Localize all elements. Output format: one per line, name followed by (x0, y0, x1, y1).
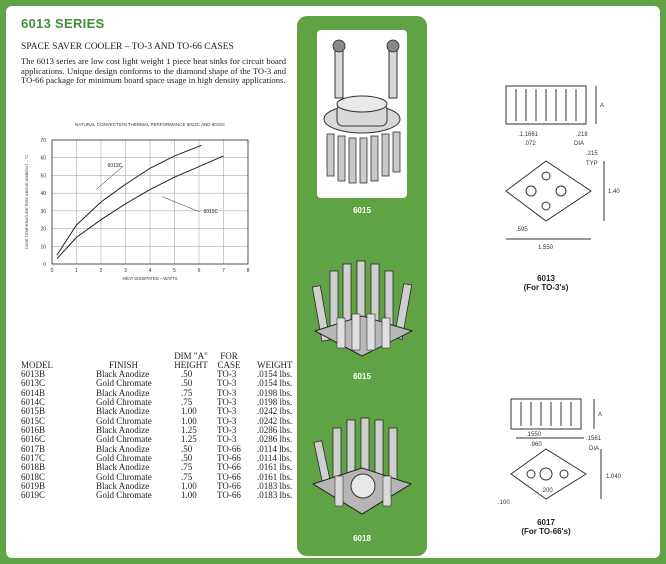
table-row (21, 398, 296, 407)
d6013-dia: DIA (574, 141, 585, 147)
cell-case: TO-3 (217, 434, 237, 445)
cell-weight: .0286 lbs. (257, 425, 293, 436)
x-tick-label: 1 (75, 268, 78, 274)
cell-model: 6018B (21, 462, 46, 473)
product-subtitle: SPACE SAVER COOLER – TO-3 AND TO-66 CASES (21, 42, 234, 52)
photo-label-2: 6015 (353, 372, 371, 381)
y-tick-label: 20 (40, 226, 46, 233)
d6013-dim2: .218 (576, 132, 588, 138)
d6017-dim7: .100 (498, 500, 510, 506)
cell-finish: Black Anodize (96, 425, 150, 436)
y-tick-label: 10 (40, 244, 46, 251)
header-model: MODEL (21, 360, 53, 370)
d6017-subtitle: (For TO-66's) (521, 527, 571, 536)
cell-model: 6019B (21, 481, 46, 492)
cell-finish: Black Anodize (96, 462, 150, 473)
product-photo-panel (297, 16, 427, 556)
cell-case: TO-3 (217, 387, 237, 398)
cell-case: TO-66 (217, 471, 241, 482)
cell-model: 6018C (21, 471, 46, 482)
table-row (21, 473, 296, 482)
x-tick-label: 6 (197, 268, 201, 274)
product-description: The 6013 series are low cost light weight 1 piece heat sinks for circuit board applications. Unique design conforms to the diamond shape of the TO-3 and TO-66 package for minimum board space usage in high density applications. (21, 56, 286, 86)
drawing-6017 (446, 394, 656, 514)
cell-model: 6013B (21, 369, 46, 379)
table-row (21, 417, 296, 426)
header-case (213, 352, 245, 370)
x-tick-label: 8 (246, 268, 250, 274)
x-tick-label: 2 (99, 268, 103, 274)
table-row (21, 482, 296, 491)
cell-weight: .0161 lbs. (257, 471, 293, 482)
table-row (21, 491, 296, 500)
heat-sink-photo-6018 (297, 406, 427, 536)
header-finish: FINISH (109, 360, 139, 370)
cell-model: 6015B (21, 406, 46, 417)
table-row (21, 370, 296, 379)
cell-model: 6015C (21, 415, 46, 426)
cell-weight: .0183 lbs. (257, 481, 293, 492)
y-tick-label: 40 (40, 191, 46, 198)
table-row (21, 463, 296, 472)
y-tick-label: 0 (43, 262, 46, 268)
d6013-dim8: 1.550 (538, 245, 554, 251)
drawing-6017-caption (496, 518, 596, 536)
cell-case: TO-3 (217, 378, 237, 389)
cell-case: TO-66 (217, 490, 241, 501)
d6017-dim3: .1561 (586, 436, 602, 442)
table-header (21, 346, 296, 370)
d6017-dim5: 1.040 (606, 474, 622, 480)
cell-dim: .50 (181, 453, 193, 464)
cell-case: TO-66 (217, 453, 241, 464)
d6013-title: 6013 (537, 274, 555, 283)
d6017-dim6: .200 (541, 488, 553, 494)
header-weight: WEIGHT (257, 360, 293, 370)
cell-dim: 1.00 (181, 481, 197, 492)
d6013-dim1: .1.1661 (518, 132, 539, 138)
y-axis-label: CASE TEMPERATURE RISE ABOVE AMBIENT – °C (24, 154, 29, 250)
cell-dim: 1.25 (181, 434, 197, 445)
header-dim-line1: DIM "A" (174, 351, 208, 361)
cell-case: TO-66 (217, 481, 241, 492)
cell-dim: 1.00 (181, 406, 197, 417)
d6013-subtitle: (For TO-3's) (523, 283, 569, 292)
cell-dim: .75 (181, 471, 193, 482)
series-leader-6013C (96, 166, 123, 190)
cell-model: 6016C (21, 434, 46, 445)
x-tick-label: 5 (173, 268, 176, 274)
header-case-line1: FOR (220, 351, 238, 361)
cell-finish: Gold Chromate (96, 490, 152, 501)
x-tick-label: 7 (222, 268, 225, 274)
series-line-6015C (57, 156, 224, 259)
d6013-dim6: 1.40 (608, 189, 620, 195)
cell-model: 6016B (21, 425, 46, 436)
x-tick-label: 3 (124, 268, 127, 274)
thermal-performance-chart (16, 118, 256, 281)
cell-dim: .75 (181, 387, 193, 398)
cell-dim: .75 (181, 462, 193, 473)
d6017-dim-a: A (598, 412, 603, 418)
cell-model: 6014B (21, 387, 46, 398)
chart-title: NATURAL CONVECTION THERMAL PERFORMANCE 6013C AND 6015C (74, 122, 226, 127)
series-line-6013C (57, 145, 202, 255)
cell-dim: .50 (181, 443, 193, 454)
header-dim (171, 352, 211, 370)
table-row (21, 454, 296, 463)
d6017-title: 6017 (537, 518, 555, 527)
x-tick-label: 4 (148, 268, 152, 274)
cell-finish: Black Anodize (96, 387, 150, 398)
cell-weight: .0242 lbs. (257, 406, 293, 417)
cell-dim: 1.00 (181, 490, 197, 501)
d6013-dim-a: A (600, 103, 605, 109)
cell-model: 6017C (21, 453, 46, 464)
y-tick-label: 30 (40, 208, 46, 215)
heat-sink-photo-6015 (297, 246, 427, 386)
specification-table (21, 346, 296, 501)
table-row (21, 445, 296, 454)
cell-model: 6013C (21, 378, 46, 389)
series-label-6013C: 6013C (107, 162, 123, 169)
cell-finish: Gold Chromate (96, 434, 152, 445)
cell-weight: .0154 lbs. (257, 369, 293, 379)
cell-dim: 1.00 (181, 415, 197, 426)
cell-dim: .50 (181, 369, 193, 379)
cell-weight: .0183 lbs. (257, 490, 293, 501)
cell-weight: .0242 lbs. (257, 415, 293, 426)
table-row (21, 435, 296, 444)
table-row (21, 426, 296, 435)
table-body (21, 370, 296, 501)
table-row (21, 389, 296, 398)
table-row (21, 379, 296, 388)
x-tick-label: 0 (50, 268, 54, 274)
cell-finish: Gold Chromate (96, 471, 152, 482)
cell-finish: Gold Chromate (96, 415, 152, 426)
d6013-dim5: TYP (586, 161, 598, 167)
cell-dim: .50 (181, 378, 193, 389)
cell-weight: .0154 lbs. (257, 378, 293, 389)
cell-model: 6017B (21, 443, 46, 454)
cell-case: TO-66 (217, 443, 241, 454)
cell-finish: Gold Chromate (96, 453, 152, 464)
d6013-dim4: .215 (586, 151, 598, 157)
cell-finish: Gold Chromate (96, 397, 152, 408)
photo-label-1: 6015 (353, 206, 371, 215)
cell-dim: 1.25 (181, 425, 197, 436)
cell-case: TO-66 (217, 462, 241, 473)
d6017-dim1: .1550 (526, 432, 542, 438)
cell-model: 6019C (21, 490, 46, 501)
cell-case: TO-3 (217, 397, 237, 408)
y-tick-label: 50 (40, 173, 46, 180)
cell-weight: .0198 lbs. (257, 397, 293, 408)
d6017-dim4: DIA (589, 446, 600, 452)
cell-case: TO-3 (217, 415, 237, 426)
table-row (21, 407, 296, 416)
cell-finish: Black Anodize (96, 369, 150, 379)
header-case-line2: CASE (217, 360, 241, 370)
cell-weight: .0114 lbs. (257, 453, 292, 464)
cell-finish: Gold Chromate (96, 378, 152, 389)
drawing-6013 (446, 81, 656, 266)
x-axis-label: HEAT DISSIPATED – WATTS (122, 276, 178, 281)
cell-finish: Black Anodize (96, 443, 150, 454)
cell-finish: Black Anodize (96, 481, 150, 492)
series-title: 6013 SERIES (21, 16, 105, 31)
series-label-6015C: 6015C (203, 208, 219, 215)
drawing-6013-caption (496, 274, 596, 292)
cell-weight: .0161 lbs. (257, 462, 293, 473)
d6013-dim3: .072 (524, 141, 536, 147)
photo-label-3: 6018 (353, 534, 371, 543)
catalog-page (6, 6, 660, 558)
d6013-dim7: .595 (516, 227, 528, 233)
series-leader-6015C (162, 197, 199, 212)
cell-case: TO-3 (217, 369, 237, 379)
cell-case: TO-3 (217, 406, 237, 417)
y-tick-label: 70 (40, 138, 46, 144)
d6017-dim2: .960 (530, 442, 542, 448)
y-tick-label: 60 (40, 155, 46, 162)
cell-weight: .0198 lbs. (257, 387, 293, 398)
cell-dim: .75 (181, 397, 193, 408)
heat-sink-photo-6015-top (297, 24, 427, 204)
cell-finish: Black Anodize (96, 406, 150, 417)
cell-case: TO-3 (217, 425, 237, 436)
header-dim-line2: HEIGHT (174, 360, 208, 370)
cell-model: 6014C (21, 397, 46, 408)
cell-weight: .0286 lbs. (257, 434, 293, 445)
cell-weight: .0114 lbs. (257, 443, 292, 454)
